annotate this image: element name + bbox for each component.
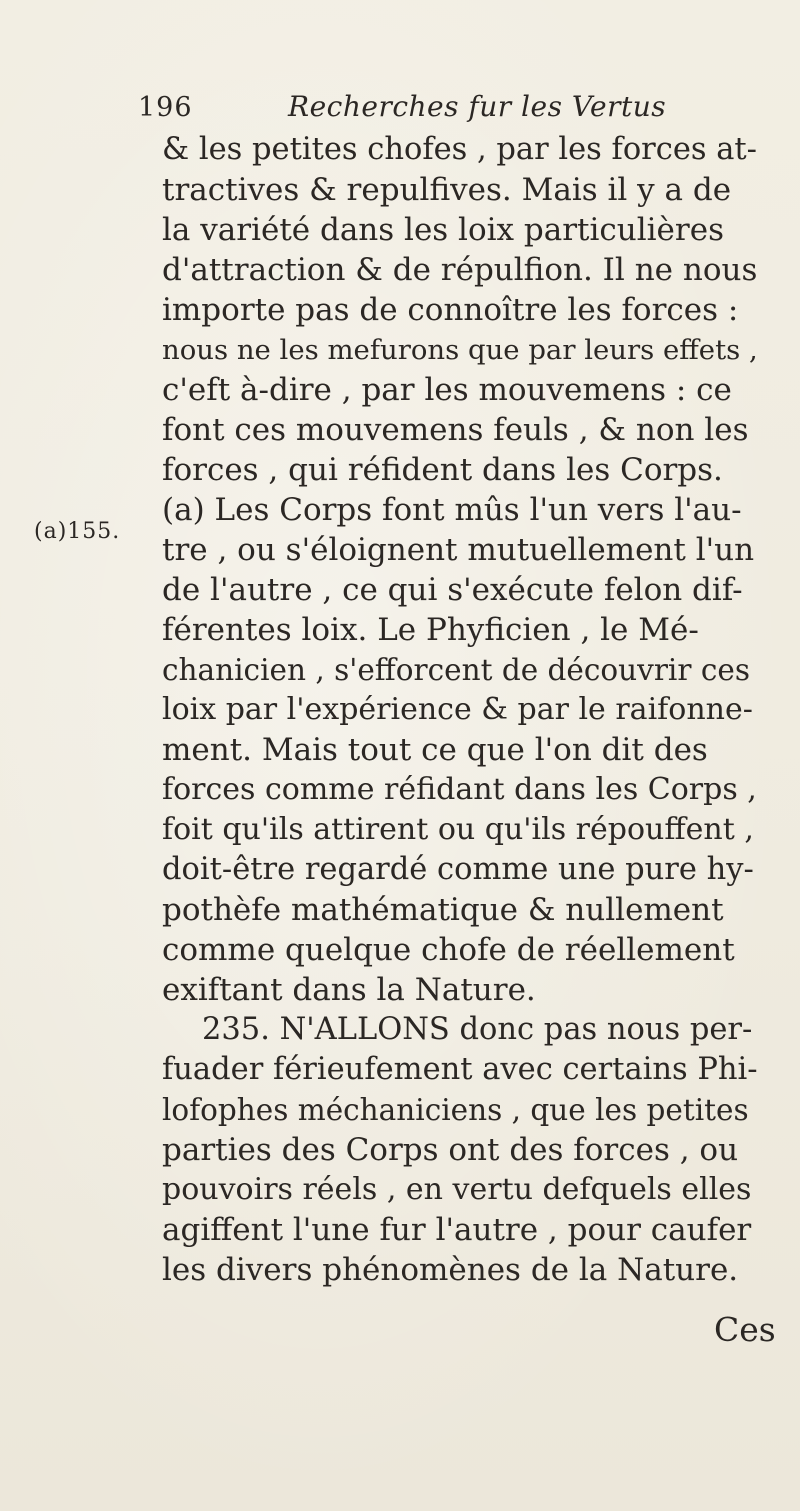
text-line: & les petites chofes , par les forces at- (162, 132, 757, 167)
text-line: la variété dans les loix particulières (162, 212, 724, 248)
text-line: pouvoirs réels , en vertu defquels elles (162, 1172, 752, 1207)
page-number: 196 (138, 92, 193, 123)
text-line: fuader férieufement avec certains Phi- (162, 1052, 758, 1087)
text-line: agiffent l'une fur l'autre , pour caufer (162, 1212, 752, 1248)
text-line: font ces mouvemens feuls , & non les (162, 412, 749, 448)
text-line: nous ne les mefurons que par leurs effets , (162, 334, 758, 366)
text-line: loix par l'expérience & par le raifonne- (162, 692, 753, 727)
catchword: Ces (714, 1310, 776, 1349)
text-line: les divers phénomènes de la Nature. (162, 1252, 739, 1288)
running-head: Recherches fur les Vertus (288, 90, 667, 123)
text-line: forces , qui réfident dans les Corps. (162, 452, 723, 488)
text-line-paragraph-start: 235. N'ALLONS donc pas nous per- (202, 1012, 753, 1047)
text-line: ment. Mais tout ce que l'on dit des (162, 732, 708, 768)
text-line: de l'autre , ce qui s'exécute felon dif- (162, 572, 743, 608)
text-line: parties des Corps ont des forces , ou (162, 1132, 739, 1168)
text-line: exiftant dans la Nature. (162, 972, 536, 1008)
text-line: forces comme réfidant dans les Corps , (162, 772, 757, 807)
text-line: d'attraction & de répulfion. Il ne nous (162, 252, 758, 288)
text-line: férentes loix. Le Phyficien , le Mé- (162, 612, 699, 648)
page-header (138, 92, 698, 132)
margin-note: (a)155. (34, 519, 121, 544)
text-line: chanicien , s'efforcent de découvrir ces (162, 653, 750, 687)
text-line: lofophes méchaniciens , que les petites (162, 1093, 749, 1127)
text-line: doit-être regardé comme une pure hy- (162, 852, 754, 887)
text-line: tractives & repulfives. Mais il y a de (162, 172, 732, 208)
text-line: importe pas de connoître les forces : (162, 292, 739, 328)
text-line: tre , ou s'éloignent mutuellement l'un (162, 532, 755, 568)
text-line: (a) Les Corps font mûs l'un vers l'au- (162, 492, 742, 528)
text-line: foit qu'ils attirent ou qu'ils répouffent , (162, 812, 754, 847)
text-line: comme quelque chofe de réellement (162, 932, 735, 968)
text-line: pothèfe mathématique & nullement (162, 892, 724, 928)
text-line: c'eft à-dire , par les mouvemens : ce (162, 372, 732, 408)
